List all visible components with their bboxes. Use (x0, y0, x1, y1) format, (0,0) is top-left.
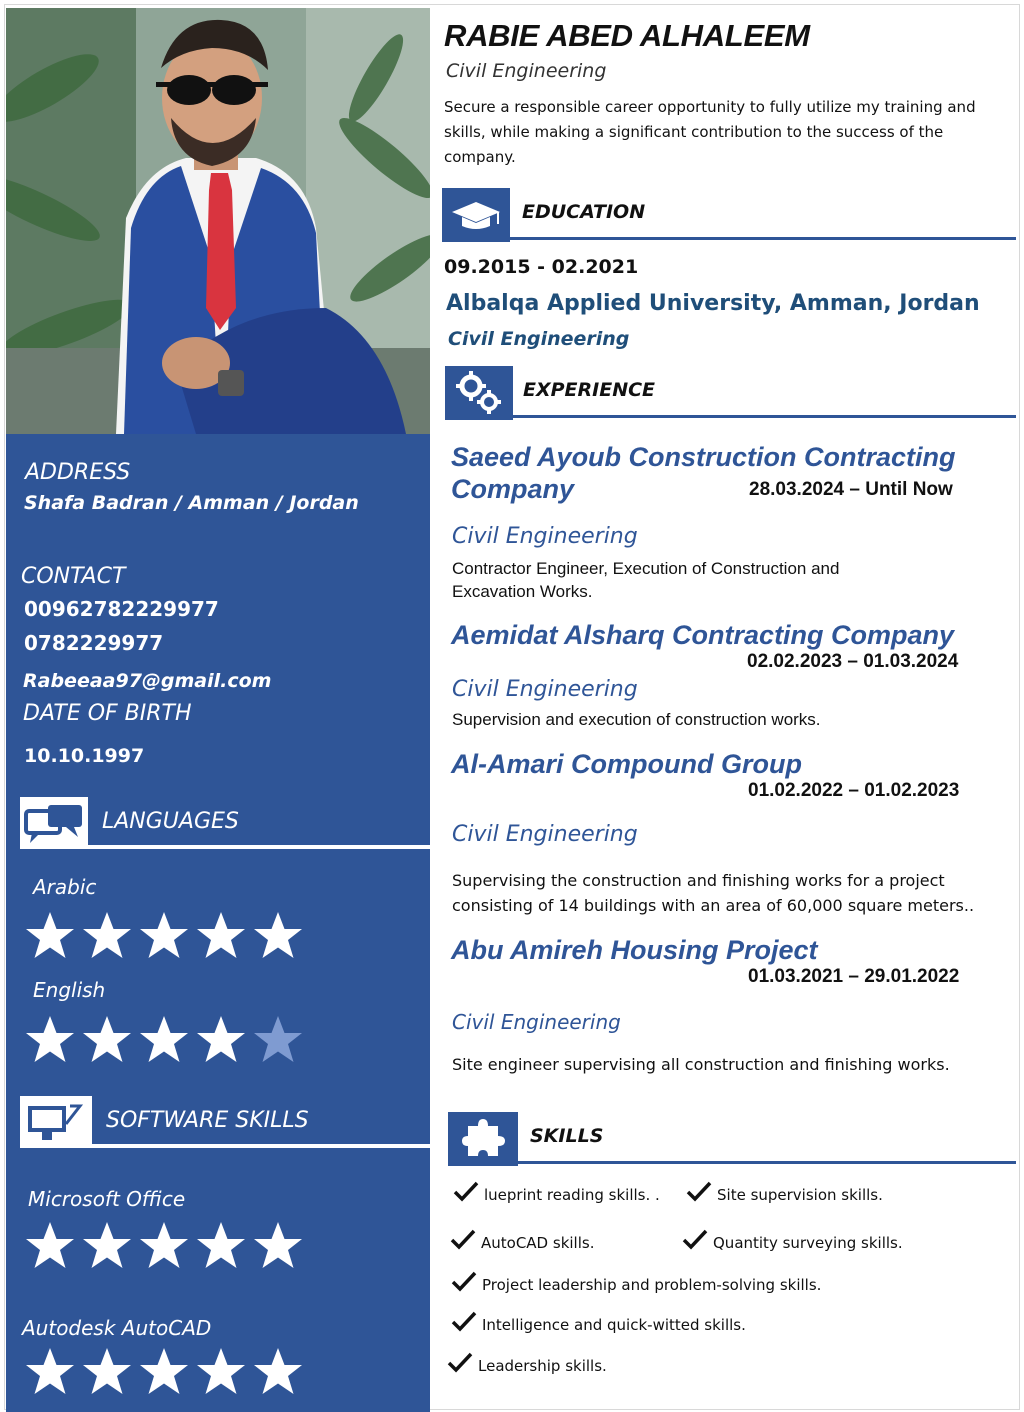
education-title: EDUCATION (522, 201, 646, 223)
rating-english (24, 1014, 309, 1066)
checkmark-icon (681, 1228, 709, 1252)
experience-title: EXPERIENCE (523, 379, 656, 401)
experience-icon-box (445, 366, 513, 420)
star-icon (138, 1014, 190, 1066)
rating-arabic (24, 910, 309, 962)
checkmark-icon (449, 1228, 477, 1252)
software-icon-box (20, 1096, 92, 1148)
star-icon (81, 1014, 133, 1066)
candidate-title: Civil Engineering (446, 60, 607, 82)
rating-autocad (24, 1346, 309, 1398)
address-value: Shafa Badran / Amman / Jordan (24, 492, 359, 514)
star-icon (24, 1220, 76, 1272)
graduation-cap-icon (444, 190, 508, 240)
dob-label: DATE OF BIRTH (23, 701, 192, 726)
education-heading-line (506, 237, 1016, 240)
star-icon (195, 910, 247, 962)
job-role-4: Civil Engineering (452, 1010, 621, 1034)
profile-photo (6, 8, 430, 434)
skill-item-4 (713, 1234, 903, 1252)
checkmark-icon (452, 1180, 480, 1204)
skills-heading-line (514, 1161, 1016, 1164)
job-desc-3 (452, 868, 1002, 918)
job-company-3: Al-Amari Compound Group (451, 749, 802, 779)
star-icon (24, 910, 76, 962)
job-desc-1-line2: Excavation Works. (452, 582, 593, 601)
star-icon (81, 910, 133, 962)
languages-heading (20, 797, 430, 849)
job-date-4: 01.03.2021 – 29.01.2022 (748, 966, 960, 987)
experience-heading-line (509, 415, 1016, 418)
star-icon (195, 1346, 247, 1398)
skill-item-1 (484, 1186, 660, 1204)
puzzle-icon (450, 1114, 516, 1164)
speech-bubbles-icon (20, 797, 88, 849)
languages-icon-box (20, 797, 88, 849)
star-icon (195, 1220, 247, 1272)
star-icon (81, 1220, 133, 1272)
languages-heading-line (88, 845, 430, 849)
skills-heading (448, 1112, 1016, 1164)
job-role-2: Civil Engineering (452, 677, 638, 702)
languages-title: LANGUAGES (102, 809, 239, 834)
job-company-1-line2: Company (451, 474, 575, 504)
job-company-1: Saeed Ayoub Construction Contracting (451, 442, 956, 472)
job-desc-4: Site engineer supervising all construction and finishing works. (452, 1055, 950, 1074)
education-date: 09.2015 - 02.2021 (444, 256, 639, 278)
language-name-english: English (33, 978, 106, 1002)
profile-photo-illustration (6, 8, 430, 434)
star-icon (252, 910, 304, 962)
skill-text-3: AutoCAD skills. (481, 1234, 595, 1252)
software-name-office: Microsoft Office (28, 1187, 186, 1211)
monitor-icon (20, 1096, 92, 1148)
star-icon (138, 1220, 190, 1272)
skill-text-5: Project leadership and problem-solving skills. (482, 1276, 822, 1294)
job-company-2: Aemidat Alsharq Contracting Company (451, 620, 955, 650)
phone-local: 0782229977 (24, 631, 164, 655)
skill-text-7: Leadership skills. (478, 1357, 607, 1375)
email-link[interactable]: Rabeeaa97@gmail.com (23, 670, 272, 692)
star-icon (252, 1014, 304, 1066)
software-name-autocad: Autodesk AutoCAD (22, 1316, 212, 1340)
skill-text-6: Intelligence and quick-witted skills. (482, 1316, 746, 1334)
job-date-3: 01.02.2022 – 01.02.2023 (748, 780, 960, 801)
job-desc-1 (452, 557, 1002, 603)
skill-item-5 (482, 1276, 821, 1294)
star-icon (24, 1014, 76, 1066)
job-company-4: Abu Amireh Housing Project (451, 935, 818, 965)
language-name-arabic: Arabic (33, 875, 97, 899)
skills-icon-box (448, 1112, 518, 1166)
education-field: Civil Engineering (448, 328, 630, 350)
candidate-name: RABIE ABED ALHALEEM (444, 18, 810, 53)
job-desc-2: Supervision and execution of construction works. (452, 710, 821, 729)
phone-intl: 00962782229977 (24, 597, 219, 621)
checkmark-icon (685, 1180, 713, 1204)
address-label: ADDRESS (25, 460, 131, 485)
skill-text-4: Quantity surveying skills. (713, 1234, 903, 1252)
job-role-1: Civil Engineering (452, 524, 638, 549)
checkmark-icon (446, 1351, 474, 1375)
education-heading (442, 188, 1016, 240)
star-icon (81, 1346, 133, 1398)
software-heading (20, 1096, 430, 1148)
education-icon-box (442, 188, 510, 242)
star-icon (252, 1346, 304, 1398)
star-icon (252, 1220, 304, 1272)
skill-text-1: lueprint reading skills. . (484, 1186, 660, 1204)
job-date-1: 28.03.2024 – Until Now (749, 479, 953, 500)
contact-label: CONTACT (21, 564, 126, 589)
skill-item-6 (482, 1316, 746, 1334)
checkmark-icon (450, 1270, 478, 1294)
skill-text-2: Site supervision skills. (717, 1186, 883, 1204)
job-desc-1-line1: Contractor Engineer, Execution of Construction and (452, 559, 840, 578)
gears-icon (447, 368, 511, 418)
software-title: SOFTWARE SKILLS (106, 1108, 309, 1133)
sidebar (6, 434, 430, 1412)
education-school: Albalqa Applied University, Amman, Jordan (446, 291, 980, 316)
job-desc-3-line2: consisting of 14 buildings with an area of 60,000 square meters.. (452, 896, 975, 915)
job-role-3: Civil Engineering (452, 822, 638, 847)
skill-item-2 (717, 1186, 883, 1204)
star-icon (138, 910, 190, 962)
skill-item-3 (481, 1234, 594, 1252)
skills-title: SKILLS (530, 1125, 604, 1147)
career-summary: Secure a responsible career opportunity to fully utilize my training and skills, while making a significant contribution to the success of the company. (444, 98, 976, 166)
job-date-2: 02.02.2023 – 01.03.2024 (747, 651, 959, 672)
skill-item-7 (478, 1357, 607, 1375)
experience-heading (445, 366, 1016, 418)
job-desc-3-line1: Supervising the construction and finishing works for a project (452, 871, 945, 890)
star-icon (24, 1346, 76, 1398)
dob-value: 10.10.1997 (24, 745, 145, 767)
star-icon (138, 1346, 190, 1398)
rating-office (24, 1220, 309, 1272)
software-heading-line (92, 1144, 430, 1148)
checkmark-icon (450, 1310, 478, 1334)
star-icon (195, 1014, 247, 1066)
